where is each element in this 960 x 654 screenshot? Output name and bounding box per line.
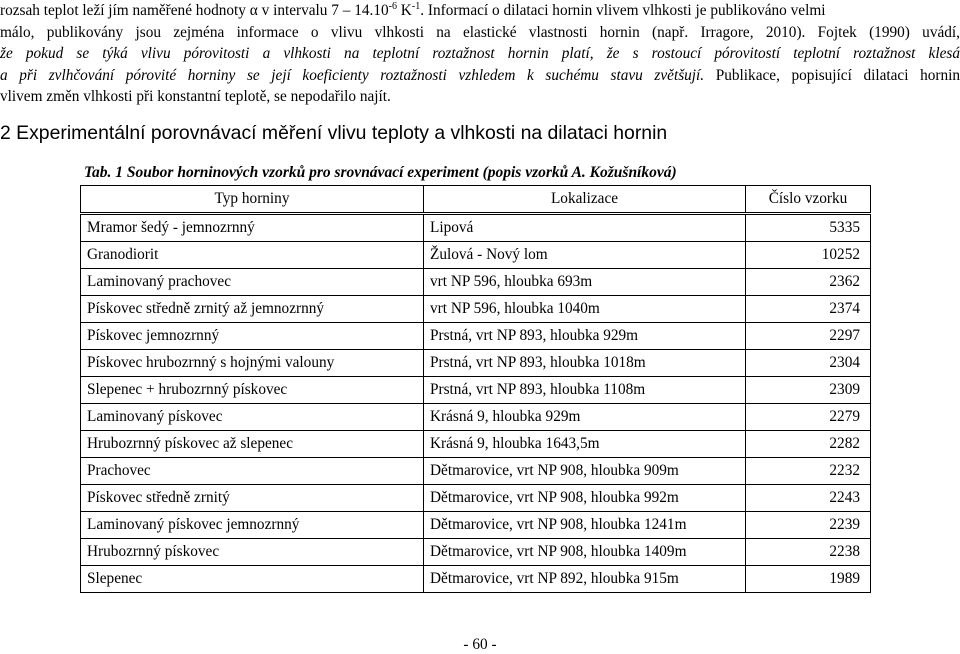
table-row <box>81 350 871 377</box>
cell-location: Prstná, vrt NP 893, hloubka 1018m <box>424 350 746 377</box>
section-heading: 2 Experimentální porovnávací měření vlivu teploty a vlhkosti na dilataci hornin <box>0 122 668 144</box>
cell-sample-number: 2238 <box>746 539 871 566</box>
cell-location: vrt NP 596, hloubka 1040m <box>424 296 746 323</box>
column-header-sample-number: Číslo vzorku <box>746 186 871 214</box>
paragraph-italic-text: a při zvlhčování pórovité horniny se její koeficienty roztažnosti vzhledem k suchému stavu zvětšují. <box>0 66 705 84</box>
table-body <box>81 214 871 593</box>
cell-sample-number: 2232 <box>746 458 871 485</box>
table-row <box>81 323 871 350</box>
table-row <box>81 242 871 269</box>
table-row <box>81 458 871 485</box>
cell-rock-type: Granodiorit <box>81 242 424 269</box>
cell-rock-type: Mramor šedý - jemnozrnný <box>81 214 424 242</box>
cell-location: vrt NP 596, hloubka 693m <box>424 269 746 296</box>
cell-sample-number: 2374 <box>746 296 871 323</box>
cell-sample-number: 2279 <box>746 404 871 431</box>
cell-rock-type: Pískovec středně zrnitý až jemnozrnný <box>81 296 424 323</box>
cell-rock-type: Hrubozrnný pískovec až slepenec <box>81 431 424 458</box>
cell-rock-type: Hrubozrnný pískovec <box>81 539 424 566</box>
paragraph-line-1 <box>0 0 960 22</box>
table-row <box>81 539 871 566</box>
table-row <box>81 431 871 458</box>
paragraph-text: rozsah teplot leží jím naměřené hodnoty α v intervalu 7 – 14.10 <box>0 2 389 19</box>
cell-rock-type: Laminovaný pískovec jemnozrnný <box>81 512 424 539</box>
table-row <box>81 377 871 404</box>
cell-sample-number: 10252 <box>746 242 871 269</box>
cell-location: Dětmarovice, vrt NP 908, hloubka 1241m <box>424 512 746 539</box>
cell-sample-number: 2309 <box>746 377 871 404</box>
column-header-rock-type: Typ horniny <box>81 186 424 214</box>
cell-rock-type: Slepenec + hrubozrnný pískovec <box>81 377 424 404</box>
cell-sample-number: 2304 <box>746 350 871 377</box>
cell-rock-type: Pískovec jemnozrnný <box>81 323 424 350</box>
cell-sample-number: 2243 <box>746 485 871 512</box>
cell-rock-type: Laminovaný prachovec <box>81 269 424 296</box>
exponent: -1 <box>411 0 421 12</box>
cell-location: Dětmarovice, vrt NP 908, hloubka 909m <box>424 458 746 485</box>
cell-rock-type: Pískovec hrubozrnný s hojnými valouny <box>81 350 424 377</box>
samples-table <box>80 185 871 593</box>
table-row <box>81 296 871 323</box>
cell-location: Prstná, vrt NP 893, hloubka 1108m <box>424 377 746 404</box>
cell-location: Krásná 9, hloubka 1643,5m <box>424 431 746 458</box>
cell-location: Dětmarovice, vrt NP 892, hloubka 915m <box>424 566 746 593</box>
table-row <box>81 512 871 539</box>
cell-location: Prstná, vrt NP 893, hloubka 929m <box>424 323 746 350</box>
cell-rock-type: Pískovec středně zrnitý <box>81 485 424 512</box>
column-header-location: Lokalizace <box>424 186 746 214</box>
cell-location: Dětmarovice, vrt NP 908, hloubka 1409m <box>424 539 746 566</box>
cell-sample-number: 2239 <box>746 512 871 539</box>
table-row <box>81 214 871 242</box>
paragraph-line-3: že pokud se týká vlivu pórovitosti a vlhkosti na teplotní roztažnost hornin platí, že s rostoucí pórovitostí teplotní roztažnost klesá <box>0 45 960 62</box>
paragraph-line-5: vlivem změn vlhkosti při konstantní teplotě, se nepodařilo najít. <box>0 88 391 105</box>
cell-sample-number: 2282 <box>746 431 871 458</box>
page-number: - 60 - <box>463 636 497 653</box>
cell-location: Krásná 9, hloubka 929m <box>424 404 746 431</box>
paragraph-text: Publikace, popisující dilataci hornin <box>704 66 960 84</box>
table-caption: Tab. 1 Soubor horninových vzorků pro srovnávací experiment (popis vzorků A. Kožušníková) <box>84 164 677 181</box>
table-row <box>81 269 871 296</box>
table-header-row <box>81 186 871 214</box>
paragraph-text: . Informací o dilataci hornin vlivem vlhkosti je publikováno velmi <box>420 2 826 19</box>
paragraph-text: K <box>396 2 412 19</box>
cell-rock-type: Prachovec <box>81 458 424 485</box>
intro-paragraph <box>0 0 960 108</box>
cell-sample-number: 2297 <box>746 323 871 350</box>
cell-sample-number: 1989 <box>746 566 871 593</box>
paragraph-line-2: málo, publikovány jsou zejména informace o vlivu vlhkosti na elastické vlastnosti hornin (např. Irragore, 2010). Fojtek (1990) uvádí, <box>0 23 960 41</box>
cell-location: Dětmarovice, vrt NP 908, hloubka 992m <box>424 485 746 512</box>
exponent: -6 <box>388 0 397 12</box>
cell-location: Lipová <box>424 214 746 242</box>
table-row <box>81 404 871 431</box>
cell-sample-number: 5335 <box>746 214 871 242</box>
table-row <box>81 485 871 512</box>
cell-rock-type: Slepenec <box>81 566 424 593</box>
table-row <box>81 566 871 593</box>
cell-rock-type: Laminovaný pískovec <box>81 404 424 431</box>
paragraph-line-4 <box>0 65 960 87</box>
cell-location: Žulová - Nový lom <box>424 242 746 269</box>
cell-sample-number: 2362 <box>746 269 871 296</box>
